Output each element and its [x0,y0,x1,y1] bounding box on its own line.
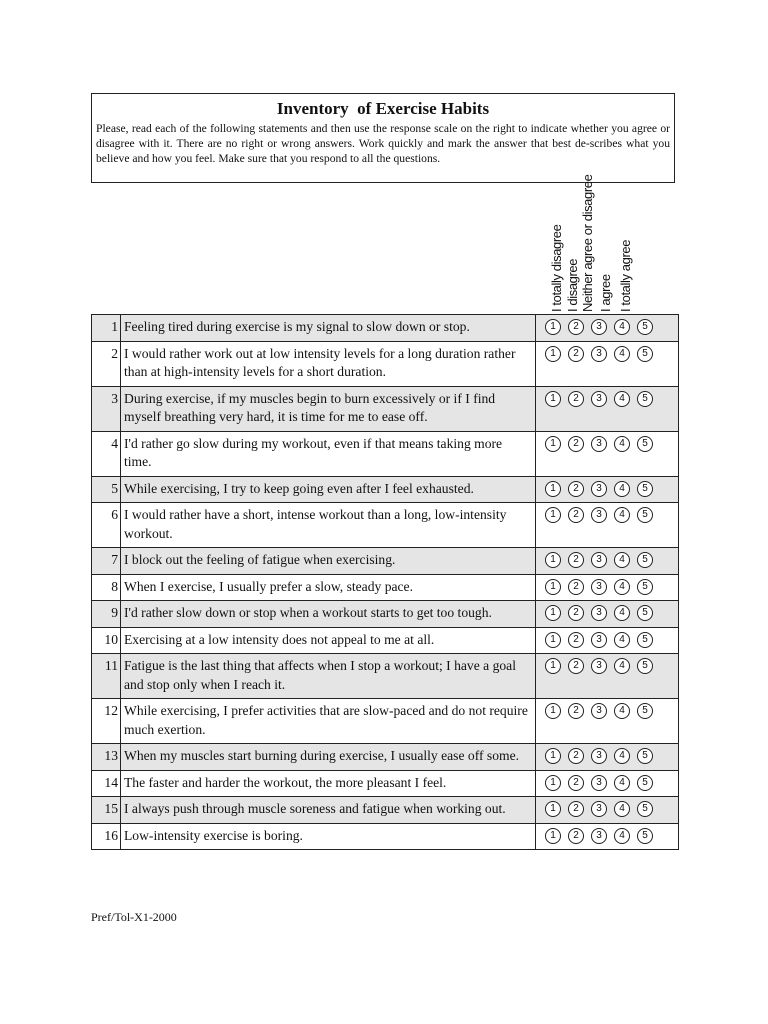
scale-header-agree: I agree [598,274,613,312]
scale-headers [545,174,677,312]
response-option-4[interactable]: 4 [614,579,630,595]
response-scale [536,699,679,744]
question-text: I would rather work out at low intensity levels for a long duration rather than at high-intensity levels for a short duration. [121,341,536,386]
response-scale [536,431,679,476]
response-option-5[interactable]: 5 [637,658,653,674]
response-option-3[interactable]: 3 [591,775,607,791]
response-option-2[interactable]: 2 [568,658,584,674]
response-option-1[interactable]: 1 [545,552,561,568]
question-number: 3 [92,386,121,431]
question-text: When I exercise, I usually prefer a slow, steady pace. [121,574,536,601]
response-option-5[interactable]: 5 [637,703,653,719]
response-option-4[interactable]: 4 [614,748,630,764]
response-option-1[interactable]: 1 [545,703,561,719]
response-option-2[interactable]: 2 [568,801,584,817]
question-text: I always push through muscle soreness and fatigue when working out. [121,797,536,824]
question-number: 4 [92,431,121,476]
response-scale [536,574,679,601]
question-text: While exercising, I try to keep going even after I feel exhausted. [121,476,536,503]
response-option-3[interactable]: 3 [591,748,607,764]
response-option-2[interactable]: 2 [568,632,584,648]
question-row [92,770,679,797]
response-scale [536,627,679,654]
response-option-1[interactable]: 1 [545,346,561,362]
response-option-2[interactable]: 2 [568,507,584,523]
response-option-1[interactable]: 1 [545,748,561,764]
response-option-4[interactable]: 4 [614,605,630,621]
response-option-5[interactable]: 5 [637,828,653,844]
scale-header-disagree: I disagree [565,258,580,312]
question-number: 11 [92,654,121,699]
question-text: During exercise, if my muscles begin to burn excessively or if I find myself breathing very hard, it is time for me to ease off. [121,386,536,431]
response-scale [536,823,679,850]
question-number: 7 [92,548,121,575]
question-number: 16 [92,823,121,850]
response-option-4[interactable]: 4 [614,828,630,844]
scale-header-totally-disagree: I totally disagree [549,224,564,312]
response-option-4[interactable]: 4 [614,801,630,817]
question-number: 10 [92,627,121,654]
response-scale [536,770,679,797]
question-row [92,744,679,771]
question-text: I'd rather slow down or stop when a workout starts to get too tough. [121,601,536,628]
response-option-5[interactable]: 5 [637,605,653,621]
questionnaire-table [91,314,679,850]
response-option-5[interactable]: 5 [637,391,653,407]
response-option-3[interactable]: 3 [591,801,607,817]
response-option-4[interactable]: 4 [614,775,630,791]
response-option-5[interactable]: 5 [637,552,653,568]
response-scale [536,386,679,431]
question-row [92,654,679,699]
question-text: Low-intensity exercise is boring. [121,823,536,850]
question-number: 12 [92,699,121,744]
response-option-4[interactable]: 4 [614,346,630,362]
question-row [92,601,679,628]
response-option-5[interactable]: 5 [637,319,653,335]
response-scale [536,315,679,342]
response-option-1[interactable]: 1 [545,319,561,335]
response-option-4[interactable]: 4 [614,658,630,674]
question-row [92,627,679,654]
response-option-2[interactable]: 2 [568,346,584,362]
response-option-2[interactable]: 2 [568,703,584,719]
scale-header-neutral: Neither agree or disagree [580,174,595,312]
response-option-4[interactable]: 4 [614,391,630,407]
question-row [92,503,679,548]
response-option-5[interactable]: 5 [637,748,653,764]
response-option-1[interactable]: 1 [545,658,561,674]
response-option-5[interactable]: 5 [637,481,653,497]
question-text: I would rather have a short, intense workout than a long, low-intensity workout. [121,503,536,548]
question-number: 6 [92,503,121,548]
question-row [92,386,679,431]
response-option-5[interactable]: 5 [637,579,653,595]
response-option-5[interactable]: 5 [637,436,653,452]
instructions-text: Please, read each of the following statements and then use the response scale on the right to indicate whether you agree or disagree with it. There are no right or wrong answers. Work quickly and mark the answer that best de-scribes what you believe and how you feel. Make sure that you respond to all the questions. [96,122,670,165]
response-option-5[interactable]: 5 [637,775,653,791]
response-option-4[interactable]: 4 [614,507,630,523]
response-option-5[interactable]: 5 [637,507,653,523]
response-option-1[interactable]: 1 [545,775,561,791]
response-option-3[interactable]: 3 [591,436,607,452]
question-number: 1 [92,315,121,342]
question-text: Fatigue is the last thing that affects when I stop a workout; I have a goal and stop only when I reach it. [121,654,536,699]
question-number: 9 [92,601,121,628]
response-option-3[interactable]: 3 [591,703,607,719]
question-row [92,476,679,503]
question-number: 5 [92,476,121,503]
response-option-2[interactable]: 2 [568,436,584,452]
response-option-3[interactable]: 3 [591,552,607,568]
response-option-4[interactable]: 4 [614,552,630,568]
scale-header-totally-agree: I totally agree [618,239,633,312]
response-option-3[interactable]: 3 [591,481,607,497]
response-option-3[interactable]: 3 [591,605,607,621]
response-option-4[interactable]: 4 [614,319,630,335]
question-row [92,315,679,342]
response-option-2[interactable]: 2 [568,748,584,764]
response-scale [536,744,679,771]
response-option-4[interactable]: 4 [614,632,630,648]
question-row [92,431,679,476]
question-text: The faster and harder the workout, the more pleasant I feel. [121,770,536,797]
response-scale [536,548,679,575]
response-option-5[interactable]: 5 [637,632,653,648]
question-text: I'd rather go slow during my workout, even if that means taking more time. [121,431,536,476]
response-option-3[interactable]: 3 [591,346,607,362]
response-option-1[interactable]: 1 [545,391,561,407]
response-option-3[interactable]: 3 [591,319,607,335]
response-option-3[interactable]: 3 [591,632,607,648]
question-row [92,548,679,575]
form-code: Pref/Tol-X1-2000 [91,910,177,924]
response-option-1[interactable]: 1 [545,632,561,648]
response-option-1[interactable]: 1 [545,507,561,523]
response-option-3[interactable]: 3 [591,579,607,595]
response-option-3[interactable]: 3 [591,658,607,674]
response-option-2[interactable]: 2 [568,775,584,791]
question-number: 2 [92,341,121,386]
response-scale [536,601,679,628]
response-option-1[interactable]: 1 [545,579,561,595]
response-option-5[interactable]: 5 [637,801,653,817]
response-scale [536,341,679,386]
question-number: 8 [92,574,121,601]
response-option-1[interactable]: 1 [545,801,561,817]
response-option-3[interactable]: 3 [591,391,607,407]
question-number: 13 [92,744,121,771]
question-number: 15 [92,797,121,824]
question-row [92,823,679,850]
response-option-2[interactable]: 2 [568,579,584,595]
question-text: When my muscles start burning during exercise, I usually ease off some. [121,744,536,771]
response-option-3[interactable]: 3 [591,828,607,844]
question-text: I block out the feeling of fatigue when exercising. [121,548,536,575]
response-scale [536,503,679,548]
response-option-1[interactable]: 1 [545,605,561,621]
question-text: While exercising, I prefer activities that are slow-paced and do not require much exertion. [121,699,536,744]
question-text: Feeling tired during exercise is my signal to slow down or stop. [121,315,536,342]
response-option-2[interactable]: 2 [568,391,584,407]
response-option-4[interactable]: 4 [614,481,630,497]
response-option-5[interactable]: 5 [637,346,653,362]
response-scale [536,654,679,699]
response-option-1[interactable]: 1 [545,828,561,844]
response-option-2[interactable]: 2 [568,319,584,335]
response-option-2[interactable]: 2 [568,828,584,844]
question-row [92,797,679,824]
instructions-box [91,93,675,183]
response-option-2[interactable]: 2 [568,605,584,621]
page-title: Inventory of Exercise Habits [276,99,490,118]
response-scale [536,797,679,824]
question-row [92,341,679,386]
response-option-2[interactable]: 2 [568,481,584,497]
response-scale [536,476,679,503]
response-option-2[interactable]: 2 [568,552,584,568]
question-row [92,574,679,601]
response-option-4[interactable]: 4 [614,436,630,452]
response-option-3[interactable]: 3 [591,507,607,523]
question-text: Exercising at a low intensity does not appeal to me at all. [121,627,536,654]
response-option-1[interactable]: 1 [545,481,561,497]
response-option-4[interactable]: 4 [614,703,630,719]
question-row [92,699,679,744]
question-number: 14 [92,770,121,797]
response-option-1[interactable]: 1 [545,436,561,452]
